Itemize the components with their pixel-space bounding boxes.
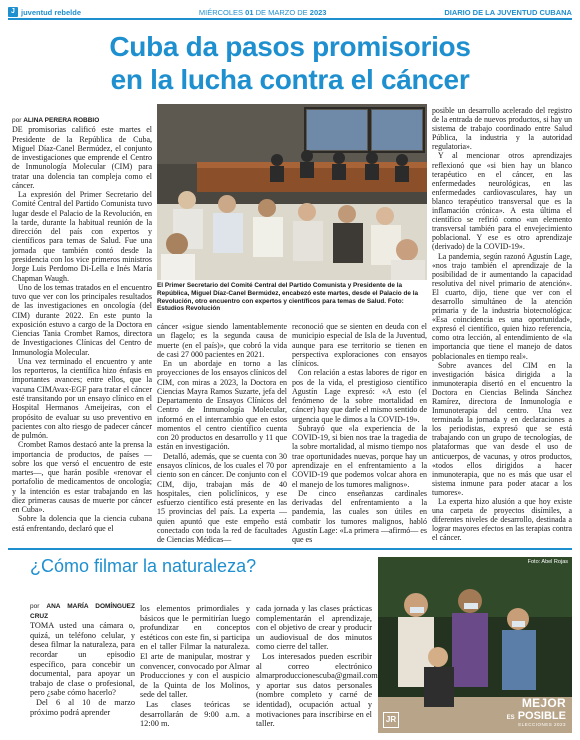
paragraph: Sobre avances del CIM en la investigación básica dirigida a la inmunoterapia disertó en el encuentro la Doctora en Ciencias Belinda Sánchez Ramírez, directora de Inmunología e Inmunoterapia del centro. Una vez terminada la jornada y en declaraciones a los periodistas, expresó que se está trabajando con un grupo de tecnologías, de plataformas que van desde el uso de anticuerpos, de vacunas, y otros productos, «todos ellos dirigidos a hacer inmunoterapia, que no es más que usar el sistema inmune para poder atacar a los tumores». [432,360,572,497]
paragraph: reconoció que se sienten en deuda con el municipio especial de Isla de la Juventud, aunque para ese territorio se tienen en perspectiva exploraciones con ensayos clínicos. [292,322,427,369]
article2-column-1 [30,602,135,736]
paragraph: Detalló, además, que se cuenta con 30 ensayos clínicos, de los cuales el 70 por ciento son en cáncer. De conjunto con el CIM, dijo, trabajan más de 40 hospitales, cien policlínicos, y ese esfuerzo científico está presente en las 15 provincias del país. La experta —quien apuntó que este empeño está conectado con toda la red de facultades de Ciencias Médicas— [157,451,287,545]
article1-column-4 [432,106,572,544]
paragraph: La experta hizo alusión a que hoy existe una carpeta de proyectos disímiles, a diferentes niveles de desarrollo, destinada a lograr mayores efectos en las terapias contra el cáncer. [432,497,572,543]
jr-watermark-icon: JR [383,712,399,728]
page-header [8,6,572,20]
elections-badge: MEJOR ES POSIBLE ELECCIONES 2023 [506,696,566,727]
paragraph: posible un desarrollo acelerado del registro de la entrada de nuevos productos, si hay un sistema de trabajo coordinado entre Salud Pública, la industria y la autoridad regulatoria». [432,106,572,152]
article2-column-2 [140,604,250,736]
article1-column-3 [292,322,427,544]
paragraph: Y al mencionar otros aprendizajes reflexionó que «si bien hay un blanco terapéutico en el cáncer, en las enfermedades neurológicas, en las enfermedades cardiovasculares, hay un blanco terapéutico transversal que es la inflamación crónica». A esta última el científico se refirió como «un elemento transversal también para el envejecimiento poblacional. Y ese es otro aprendizaje (derivado) de la COVID-19». [432,151,572,252]
paragraph: De cinco enseñanzas cardinales derivadas del enfrentamiento a la pandemia, las cuales son útiles en combatir los tumores malignos, habló Agustín Lage: «La primera —afirmó— es que es [292,488,427,545]
article1-byline: por ALINA PERERA ROBBIO [12,117,100,124]
article-headline: Cuba da pasos promisorios en la lucha contra el cáncer [109,31,471,95]
paragraph: TOMA usted una cámara o, quizá, un teléfono celular, y desea filmar la naturaleza, para recordar un episodio específico, para concebir un documental, para apoyar un trabajo de clase o profesional, pero ¿sabe cómo hacerlo? [30,621,135,698]
paragraph: Subrayó que «la experiencia de la COVID-19, si bien nos trae la tragedia de la sobre mortalidad, al mismo tiempo nos trae oportunidades nuevas, porque hay un aprendizaje en el enfrentamiento a la COVID-19 que podemos volcar ahora en el manejo de los tumores malignos». [292,423,427,489]
paragraph: DE promisorias calificó este martes el Presidente de la República de Cuba, Miguel Díaz-Canel Bermúdez, el conjunto de investigaciones que emprende el Centro de Inmunología Molecular (CIM) para tratar una dolencia tan compleja como el cáncer. [12,125,152,190]
article2-column-3 [256,604,378,736]
article1-column-2 [157,322,287,544]
paragraph: Del 6 al 10 de marzo próximo podrá aprender [30,697,135,717]
paragraph: En un abordaje en torno a las proyecciones de los ensayos clínicos del CIM, con miras a 2023, la Doctora en Ciencias Mayra Ramos Suzarte, jefa del Departamento de Ensayos Clínicos del Centro de Inmunología Molecular, informó en el intercambio que en estos momentos el centro científico cuenta con 20 productos en desarrollo y 11 que están en investigación. [157,359,287,452]
article2-byline: por ANA MARÍA DOMÍNGUEZ CRUZ [30,603,135,620]
paragraph: cáncer «sigue siendo lamentablemente un flagelo; es la segunda causa de muerte (en el país)», que cobró la vida de casi 27 000 pacientes en 2021. [157,322,287,359]
section-divider [8,548,572,550]
article1-column-1 [12,116,152,544]
paragraph: La pandemia, según razonó Agustín Lage, «nos trajo también el aprendizaje de la posibilidad de ir aumentando la capacidad resolutiva del nivel primario de atención». El cuarto, dijo, tiene que ver con el desarrollo simultáneo de la atención primaria y de la industria biotecnológica: «Esa coincidencia es una oportunidad», expresó el científico, quien hizo referencia, como otra lección, al entendimiento de «la importancia que tiene el manejo de datos poblacionales en tiempo real». [432,251,572,361]
article2-title: ¿Cómo filmar la naturaleza? [30,556,257,576]
paragraph: Con relación a estas labores de rigor en pos de la vida, el prestigioso científico Agustín Lage expresó: «A esto (el fenómeno de la sobre mortalidad en cáncer) hay que darle el mismo sentido de urgencia que le dimos a la COVID-19». [292,368,427,424]
paragraph: los elementos primordiales y básicos que le permitirían luego profundizar en conceptos estéticos con este fin, si participa en el taller Filmar la naturaleza. El arte de manipular, mostrar y convencer, convocado por Almar Producciones y con el auspicio de la Quinta de los Molinos, sede del taller. [140,604,250,700]
article1-photo-caption: El Primer Secretario del Comité Central del Partido Comunista y Presidente de la República, Miguel Díaz-Canel Bermúdez, encabezó este martes, desde el Palacio de la Revolución, otro encuentro con expertos y científicos para temas de Salud. Foto: Estudios Revolución [157,282,419,313]
paragraph: Las clases teóricas se desarrollarán de 9:00 a.m. a 12:00 m. [140,699,250,729]
paragraph: Crombet Ramos destacó ante la prensa la importancia de productos, de países —sobre los que versó el encuentro de este martes—, que harán posible «renovar el portafolio de medicamentos de oncología; y la intención es estar trabajando en las diez primeras causas de muerte por cáncer en Cuba». [12,440,152,515]
paragraph: Los interesados pueden escribir al correo electrónico almarproduccionescuba@gmail.com y aportar sus datos personales (nombre completo y carné de identidad), ocupación actual y motivaciones para inscribirse en el taller. [256,651,378,729]
paragraph: Sobre la dolencia que la ciencia cubana está enfrentando, declaró que el [12,514,152,533]
article2-photo-credit: Foto: Abel Rojas [527,559,568,565]
issue-date: MIÉRCOLES 01 DE MARZO DE 2023 [198,7,327,17]
paragraph: Una vez terminado el encuentro y ante los reporteros, la científica hizo énfasis en importantes avances; entre ellos, que la vacuna CIMAvax-EGF para tratar el cáncer esté transitando por un ensayo clínico en el Hospital Hermanos Ameijeiras, con el propósito de evaluar su uso preventivo en pacientes con alto riesgo de padecer cáncer de pulmón. [12,356,152,441]
article1-photo [157,104,427,280]
brand-name: juventud rebelde [21,7,82,17]
paragraph: La expresión del Primer Secretario del Comité Central del Partido Comunista tuvo lugar desde el Palacio de la Revolución, en la tarde, durante la habitual reunión de la dirección del país con expertos y científicos para temas de Salud. Fue una jornada que también contó desde la presidencia con los vice primeros ministros Jorge Luis Perdomo Di-Lella e Inés María Chapman Waugh. [12,190,152,283]
article2-photo [378,557,572,733]
newspaper-tagline: DIARIO DE LA JUVENTUD CUBANA [444,7,572,17]
paragraph: Uno de los temas tratados en el encuentro tuvo que ver con los principales resultados de las investigaciones en oncología (del CIM) durante 2022. En este punto la exposición estuvo a cargo de la Doctora en Ciencias Tania Crombet Ramos, directora de Investigaciones Clínicas del Centro de Inmunología Molecular. [12,282,152,357]
brand [8,7,81,17]
paragraph: cada jornada y las clases prácticas complementarán el aprendizaje, con el objetivo de crear y producir un audiovisual de dos minutos como cierre del taller. [256,604,372,652]
jr-logo-icon: J [8,7,18,17]
